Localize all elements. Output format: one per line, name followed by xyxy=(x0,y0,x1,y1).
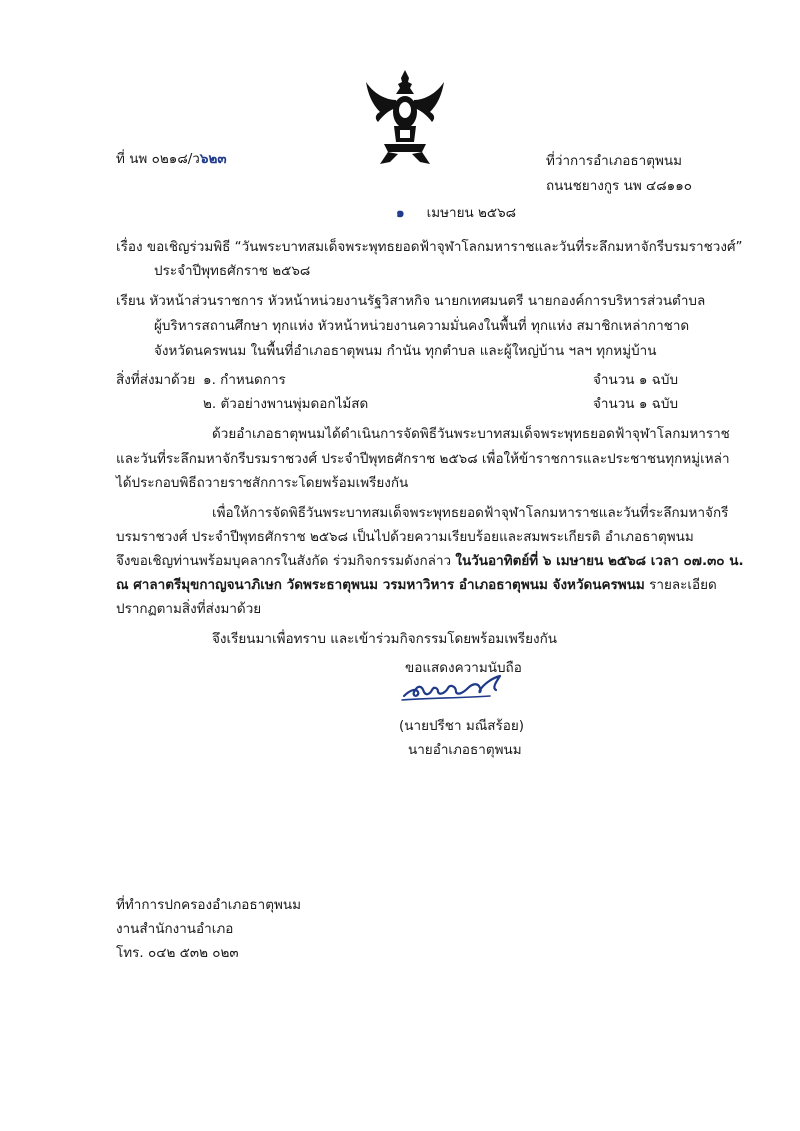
subject-label: เรื่อง xyxy=(116,239,143,255)
event-venue: ณ ศาลาตรีมุขกาญจนาภิเษก วัดพระธาตุพนม วรมหาวิหาร อำเภอธาตุพนม จังหวัดนครพนม xyxy=(116,577,645,593)
recipient-text: หัวหน้าส่วนราชการ หัวหน้าหน่วยงานรัฐวิสาหกิจ นายกเทศมนตรี นายกองค์การบริหารส่วนตำบล xyxy=(149,293,706,309)
signature xyxy=(400,672,518,706)
signer-name: (นายปรีชา มณีสร้อย) xyxy=(399,718,525,734)
enclosures-label: สิ่งที่ส่งมาด้วย xyxy=(116,372,196,388)
enclosure-item-1: ๑. กำหนดการ xyxy=(203,372,286,388)
recipient-line1 xyxy=(116,289,705,311)
enclosure-qty-1: จำนวน ๑ ฉบับ xyxy=(593,372,679,388)
subject-line1 xyxy=(116,235,743,257)
footer-office: ที่ทำการปกครองอำเภอธาตุพนม xyxy=(116,897,302,913)
footer-section: งานสำนักงานอำเภอ xyxy=(116,921,234,937)
paragraph2-line4 xyxy=(116,573,717,595)
regards: ขอแสดงความนับถือ xyxy=(405,660,522,676)
subject-text: ขอเชิญร่วมพิธี “วันพระบาทสมเด็จพระพุทธยอดฟ้าจุฬาโลกมหาราชและวันที่ระลึกมหาจักรีบรมราชวงศ์” xyxy=(146,239,743,255)
garuda-emblem xyxy=(358,64,452,168)
footer-phone: โทร. ๐๔๒ ๕๓๒ ๐๒๓ xyxy=(116,945,239,961)
subject-line2: ประจำปีพุทธศักราช ๒๕๖๘ xyxy=(154,263,311,279)
enclosure-qty-2: จำนวน ๑ ฉบับ xyxy=(593,396,679,412)
enclosure-item-2: ๒. ตัวอย่างพานพุ่มดอกไม้สด xyxy=(203,396,369,412)
document-date xyxy=(396,201,516,223)
paragraph2-line5: ปรากฏตามสิ่งที่ส่งมาด้วย xyxy=(116,601,262,617)
paragraph1-line2: และวันที่ระลึกมหาจักรีบรมราชวงศ์ ประจำปีพุทธศักราช ๒๕๖๘ เพื่อให้ข้าราชการและประชาชนทุกหมู่เหล่า xyxy=(116,451,730,467)
date-day-handwritten: ๑ xyxy=(396,205,405,221)
signer-position: นายอำเภอธาตุพนม xyxy=(408,742,522,758)
paragraph2-line2: บรมราชวงศ์ ประจำปีพุทธศักราช ๒๕๖๘ เป็นไปด้วยความเรียบร้อยและสมพระเกียรติ อำเภอธาตุพนม xyxy=(116,529,694,545)
reference-number xyxy=(116,147,227,169)
office-address-line2: ถนนชยางกูร นพ ๔๘๑๑๐ xyxy=(546,178,693,194)
paragraph2-line1: เพื่อให้การจัดพิธีวันพระบาทสมเด็จพระพุทธยอดฟ้าจุฬาโลกมหาราชและวันที่ระลึกมหาจักรี xyxy=(212,505,729,521)
date-month-year: เมษายน ๒๕๖๘ xyxy=(426,205,517,221)
recipient-line3: จังหวัดนครพนม ในพื้นที่อำเภอธาตุพนม กำนัน ทุกตำบล และผู้ใหญ่บ้าน ฯลฯ ทุกหมู่บ้าน xyxy=(154,343,657,359)
recipient-label: เรียน xyxy=(116,293,146,309)
closing-paragraph: จึงเรียนมาเพื่อทราบ และเข้าร่วมกิจกรรมโดยพร้อมเพรียงกัน xyxy=(212,631,557,647)
paragraph2-line3 xyxy=(116,549,744,571)
office-address-line1: ที่ว่าการอำเภอธาตุพนม xyxy=(546,153,682,169)
reference-handwritten-number: ๖๒๓ xyxy=(199,151,227,167)
paragraph1-line3: ได้ประกอบพิธีถวายราชสักการะโดยพร้อมเพรียงกัน xyxy=(116,475,409,491)
event-datetime: ในวันอาทิตย์ที่ ๖ เมษายน ๒๕๖๘ เวลา ๐๗.๓๐ น. xyxy=(455,553,744,569)
invitation-text: จึงขอเชิญท่านพร้อมบุคลากรในสังกัด ร่วมกิจกรรมดังกล่าว xyxy=(116,553,456,569)
details-text: รายละเอียด xyxy=(644,577,717,593)
reference-prefix: ที่ นพ ๐๒๑๘/ว xyxy=(116,151,200,167)
paragraph1-line1: ด้วยอำเภอธาตุพนมได้ดำเนินการจัดพิธีวันพระบาทสมเด็จพระพุทธยอดฟ้าจุฬาโลกมหาราช xyxy=(212,426,730,442)
recipient-line2: ผู้บริหารสถานศึกษา ทุกแห่ง หัวหน้าหน่วยงานความมั่นคงในพื้นที่ ทุกแห่ง สมาชิกเหล่ากาชาด xyxy=(154,318,690,334)
